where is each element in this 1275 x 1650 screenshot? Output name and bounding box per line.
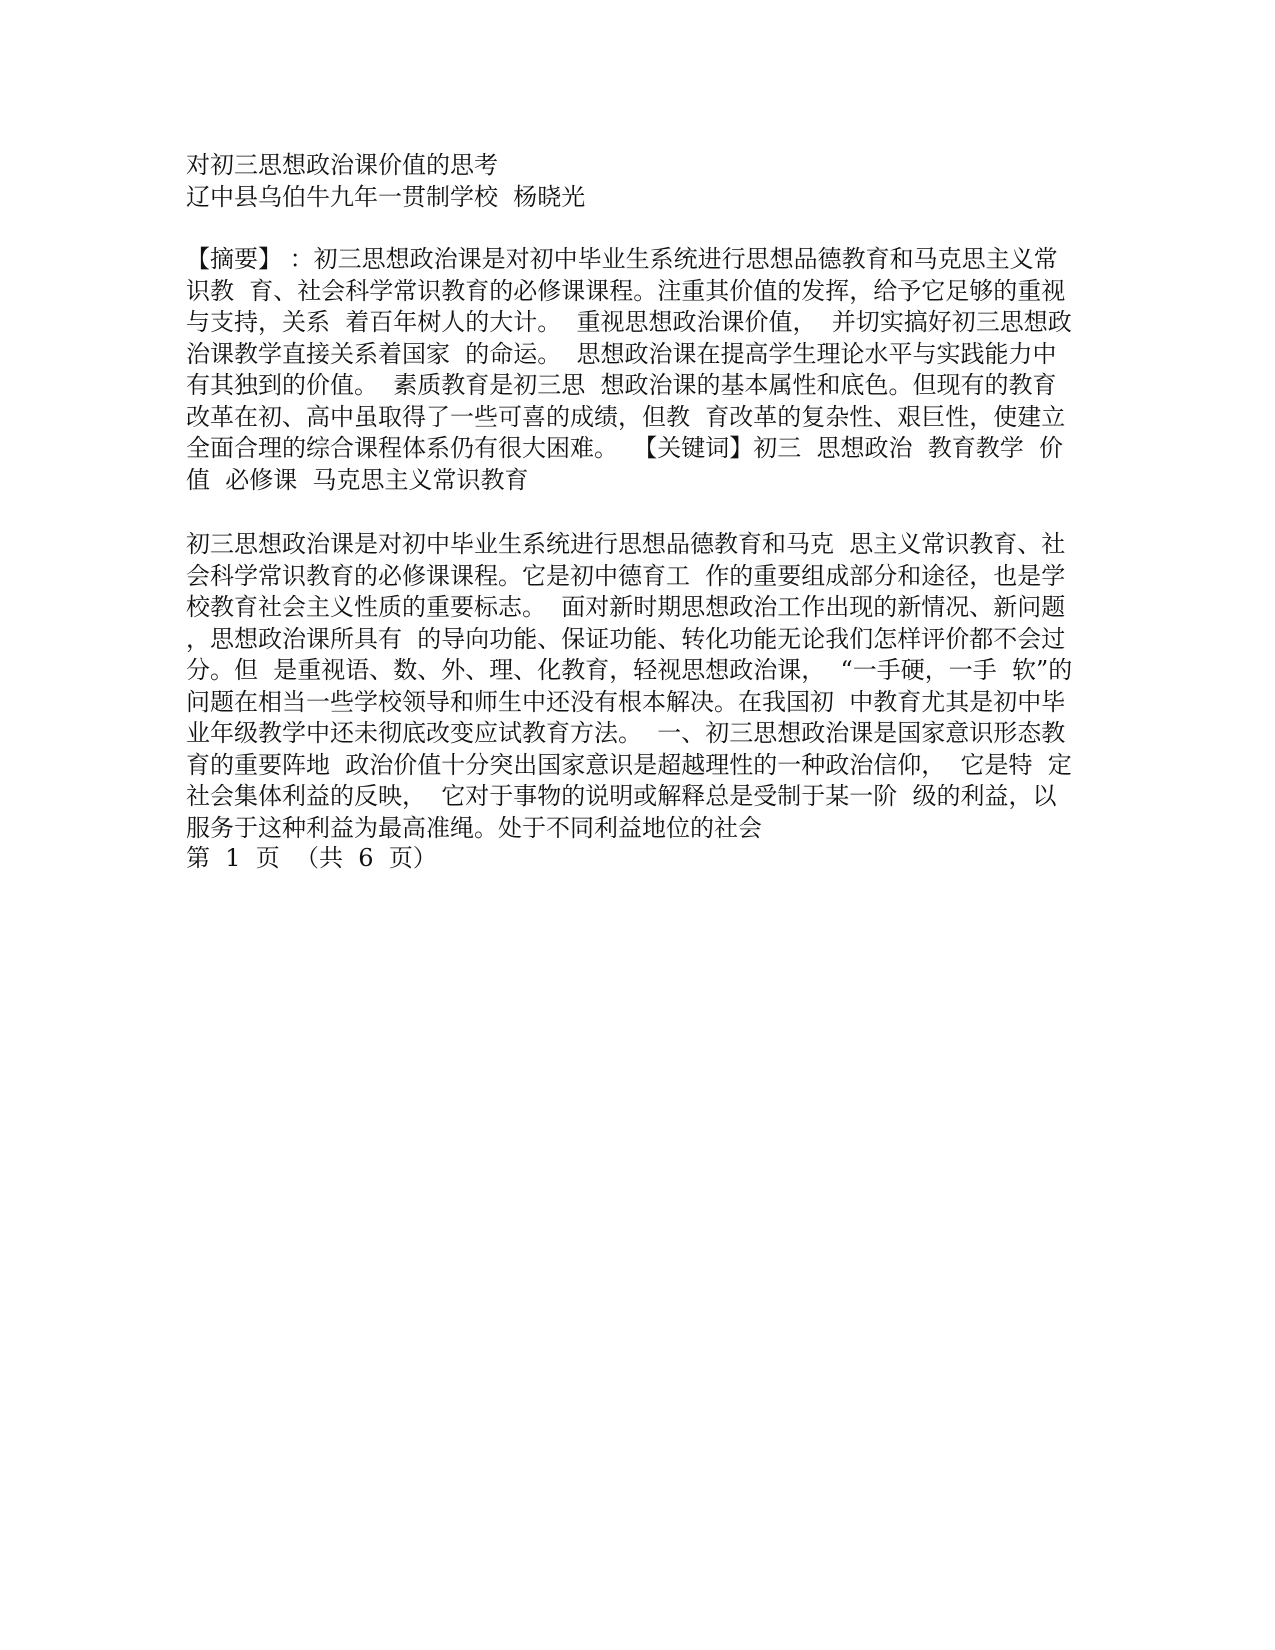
page-footer <box>186 843 1088 875</box>
body-line: 问题在相当一些学校领导和师生中还没有根本解决。在我国初 中教育尤其是初中毕 <box>186 687 1066 716</box>
abstract-line: 改革在初、高中虽取得了一些可喜的成绩，但教 育改革的复杂性、艰巨性，使建立 <box>186 402 1066 431</box>
body-line: 服务于这种利益为最高准绳。处于不同利益地位的社会 <box>186 813 762 842</box>
abstract-line: 值 必修课 马克思主义常识教育 <box>186 465 529 494</box>
abstract-line: 全面合理的综合课程体系仍有很大困难。 【关键词】初三 思想政治 教育教学 价 <box>186 434 1064 462</box>
body-line: 育的重要阵地 政治价值十分突出国家意识是超越理性的一种政治信仰， 它是特 定 <box>186 750 1072 779</box>
document-header <box>186 150 1088 213</box>
body-line: 业年级教学中还未彻底改变应试教育方法。 一、初三思想政治课是国家意识形态教 <box>186 719 1066 747</box>
page-number: 第 1 页 （共 6 页） <box>186 844 437 872</box>
abstract-paragraph <box>186 244 1088 496</box>
body-paragraph <box>186 529 1088 844</box>
abstract-line: 与支持，关系 着百年树人的大计。 重视思想政治课价值， 并切实搞好初三思想政 <box>186 308 1072 336</box>
abstract-line: 治课教学直接关系着国家 的命运。 思想政治课在提高学生理论水平与实践能力中 <box>186 339 1057 368</box>
body-line: 会科学常识教育的必修课课程。它是初中德育工 作的重要组成部分和途径，也是学 <box>186 561 1066 590</box>
abstract-line: 有其独到的价值。 素质教育是初三思 想政治课的基本属性和底色。但现有的教育 <box>186 371 1057 399</box>
document-title: 对初三思想政治课价值的思考 <box>186 151 498 179</box>
abstract-line: 【摘要】 ：初三思想政治课是对初中毕业生系统进行思想品德教育和马克思主义常 <box>186 245 1058 273</box>
abstract-line: 识教 育、社会科学常识教育的必修课课程。注重其价值的发挥，给予它足够的重视 <box>186 276 1066 305</box>
body-line: 校教育社会主义性质的重要标志。 面对新时期思想政治工作出现的新情况、新问题 <box>186 593 1066 621</box>
body-line: 分。但 是重视语、数、外、理、化教育，轻视思想政治课， “一手硬，一手 软”的 <box>186 656 1073 684</box>
body-line: 初三思想政治课是对初中毕业生系统进行思想品德教育和马克 思主义常识教育、社 <box>186 530 1066 558</box>
body-line: 社会集体利益的反映， 它对于事物的说明或解释总是受制于某一阶 级的利益，以 <box>186 782 1057 810</box>
body-line: ，思想政治课所具有 的导向功能、保证功能、转化功能无论我们怎样评价都不会过 <box>186 624 1066 653</box>
author-line: 辽中县乌伯牛九年一贯制学校 杨晓光 <box>186 182 586 211</box>
